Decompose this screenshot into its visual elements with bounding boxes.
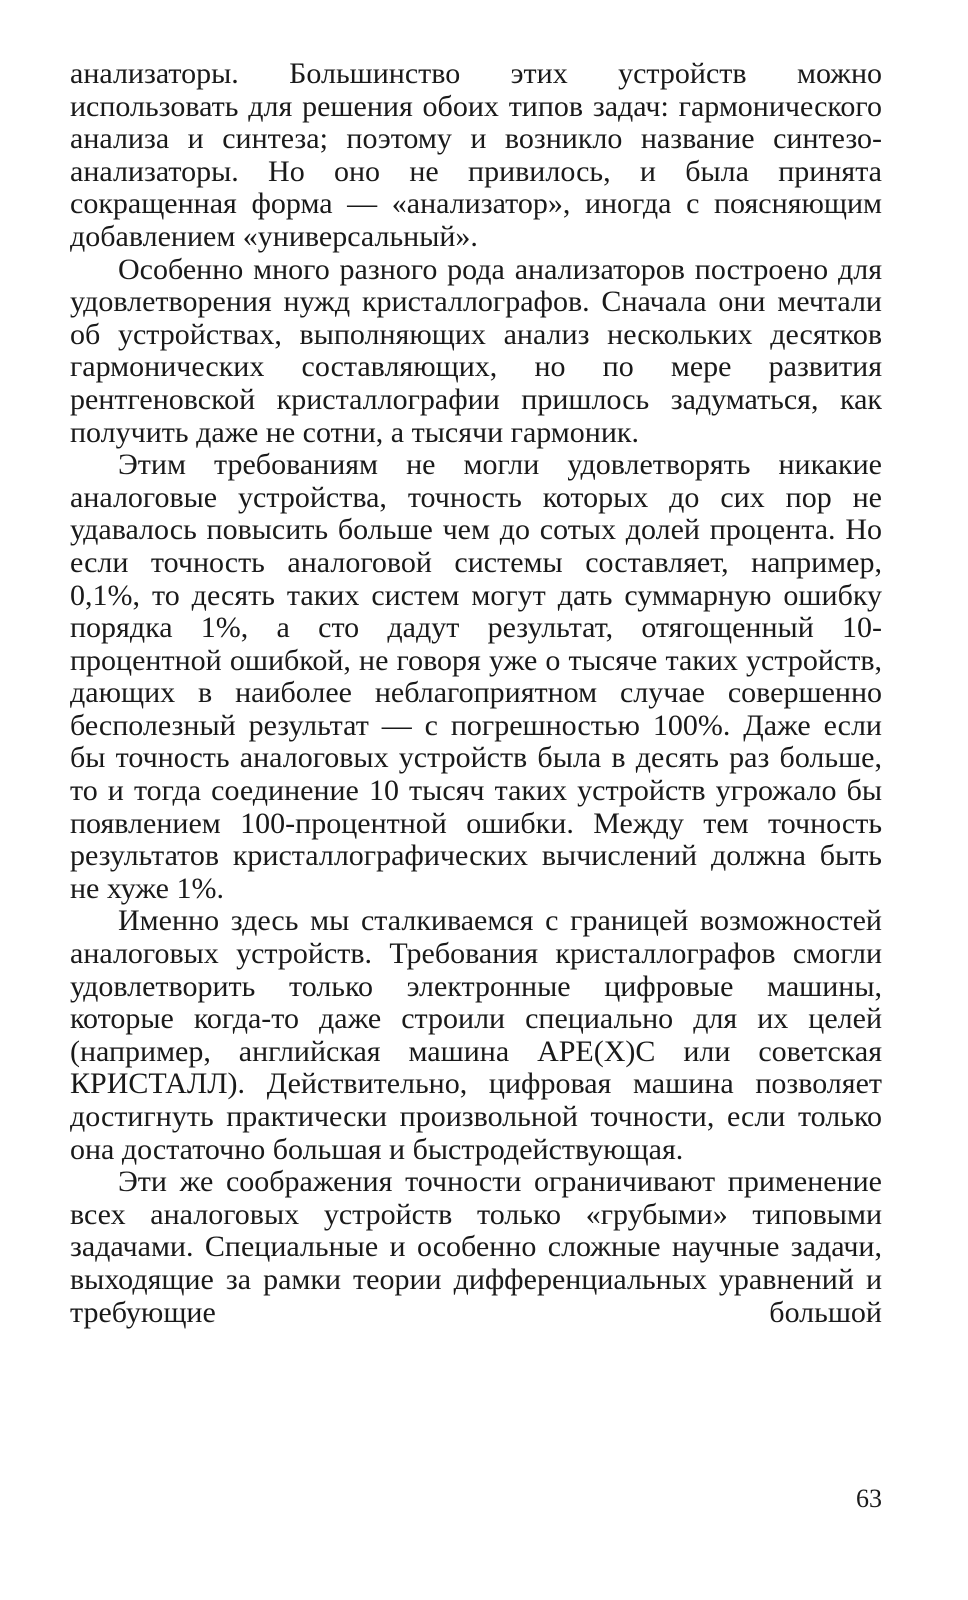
paragraph-1: анализаторы. Большинство этих устройств можно использовать для решения обоих типов задач: гармонического анализа и синтеза; поэтому и возникло название синтезо-анализаторы. Но оно не привилось, и была принята сокращенная форма — «анализатор», иногда с поясняющим добавлением «универсальный». <box>70 57 882 253</box>
paragraph-3: Этим требованиям не могли удовлетворять никакие аналоговые устройства, точность которых до сих пор не удавалось повысить больше чем до сотых долей процента. Но если точность аналоговой системы составляет, например, 0,1%, то десять таких систем могут дать суммарную ошибку порядка 1%, а сто дадут результат, отягощенный 10-процентной ошибкой, не говоря уже о тысяче таких устройств, дающих в наиболее неблагоприятном случае совершенно бесполезный результат — с погрешностью 100%. Даже если бы точность аналоговых устройств была в десять раз больше, то и тогда соединение 10 тысяч таких устройств угрожало бы появлением 100-процентной ошибки. Между тем точность результатов кристаллографических вычислений должна быть не хуже 1%. <box>70 448 882 905</box>
page-body <box>70 58 882 1329</box>
paragraph-5: Эти же соображения точности ограничивают применение всех аналоговых устройств только «грубыми» типовыми задачами. Специальные и особенно сложные научные задачи, выходящие за рамки теории дифференциальных уравнений и требующие большой <box>70 1165 882 1329</box>
paragraph-2: Особенно много разного рода анализаторов построено для удовлетворения нужд кристаллографов. Сначала они мечтали об устройствах, выполняющих анализ нескольких десятков гармонических составляющих, но по мере развития рентгеновской кристаллографии пришлось задуматься, как получить даже не сотни, а тысячи гармоник. <box>70 252 882 449</box>
paragraph-4: Именно здесь мы сталкиваемся с границей возможностей аналоговых устройств. Требования кристаллографов смогли удовлетворить только электронные цифровые машины, которые когда-то даже строили специально для их целей (например, английская машина APE(X)C или советская КРИСТАЛЛ). Действительно, цифровая машина позволяет достигнуть практически произвольной точности, если только она достаточно большая и быстродействующая. <box>70 904 882 1166</box>
page-number: 63 <box>856 1484 882 1513</box>
